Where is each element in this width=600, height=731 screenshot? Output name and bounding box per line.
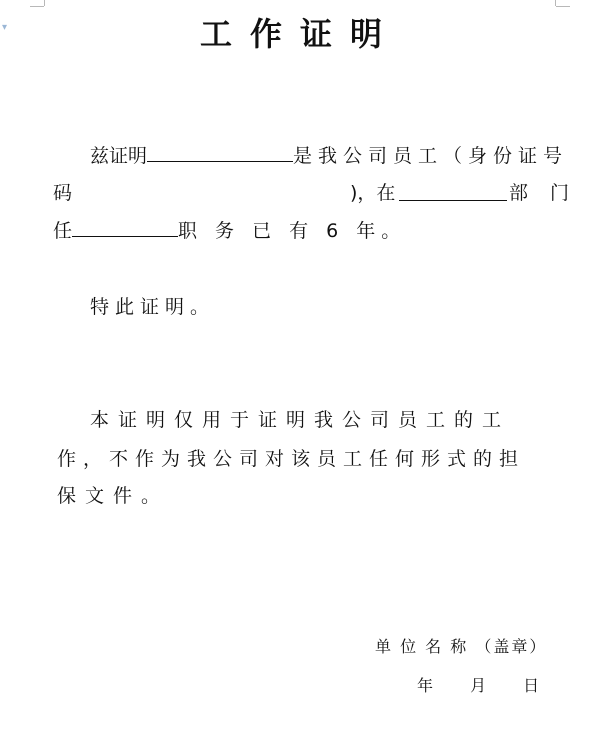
chevron-down-icon: ▾ xyxy=(2,22,8,33)
document-title: 工作证明 xyxy=(199,15,400,53)
text-segment: 是我公司员工（身份证号 xyxy=(293,145,569,167)
paragraph-1-line-1 xyxy=(90,143,568,169)
paragraph-1-line-2 xyxy=(53,180,578,206)
text-segment: 兹证明 xyxy=(90,145,148,167)
paragraph-3-line-2: 作，不作为我公司对该员工任何形式的担 xyxy=(57,448,526,470)
paragraph-2: 特此证明。 xyxy=(90,296,216,318)
paragraph-3-line-1: 本证明仅用于证明我公司员工的工 xyxy=(90,409,511,431)
text-segment: 任 xyxy=(53,220,73,242)
signature-date: 年 月 日 xyxy=(417,676,540,695)
text-segment: 部 门 xyxy=(509,182,578,204)
organization-name-seal: 单 位 名 称 （盖章） xyxy=(375,637,548,656)
department-blank-field[interactable] xyxy=(399,182,507,201)
crop-mark-left xyxy=(30,0,44,7)
crop-mark-right xyxy=(556,0,570,7)
paragraph-1-line-3 xyxy=(53,218,406,244)
text-segment: 职 务 已 有 6 年。 xyxy=(178,220,407,242)
position-blank-field[interactable] xyxy=(72,218,178,237)
crop-mark-right-vertical xyxy=(555,0,556,6)
text-segment: )，在 xyxy=(350,182,396,204)
crop-mark-left-vertical xyxy=(44,0,45,6)
paragraph-3-line-3: 保文件。 xyxy=(57,485,170,507)
text-segment: 码 xyxy=(53,182,73,204)
name-blank-field[interactable] xyxy=(147,143,293,162)
